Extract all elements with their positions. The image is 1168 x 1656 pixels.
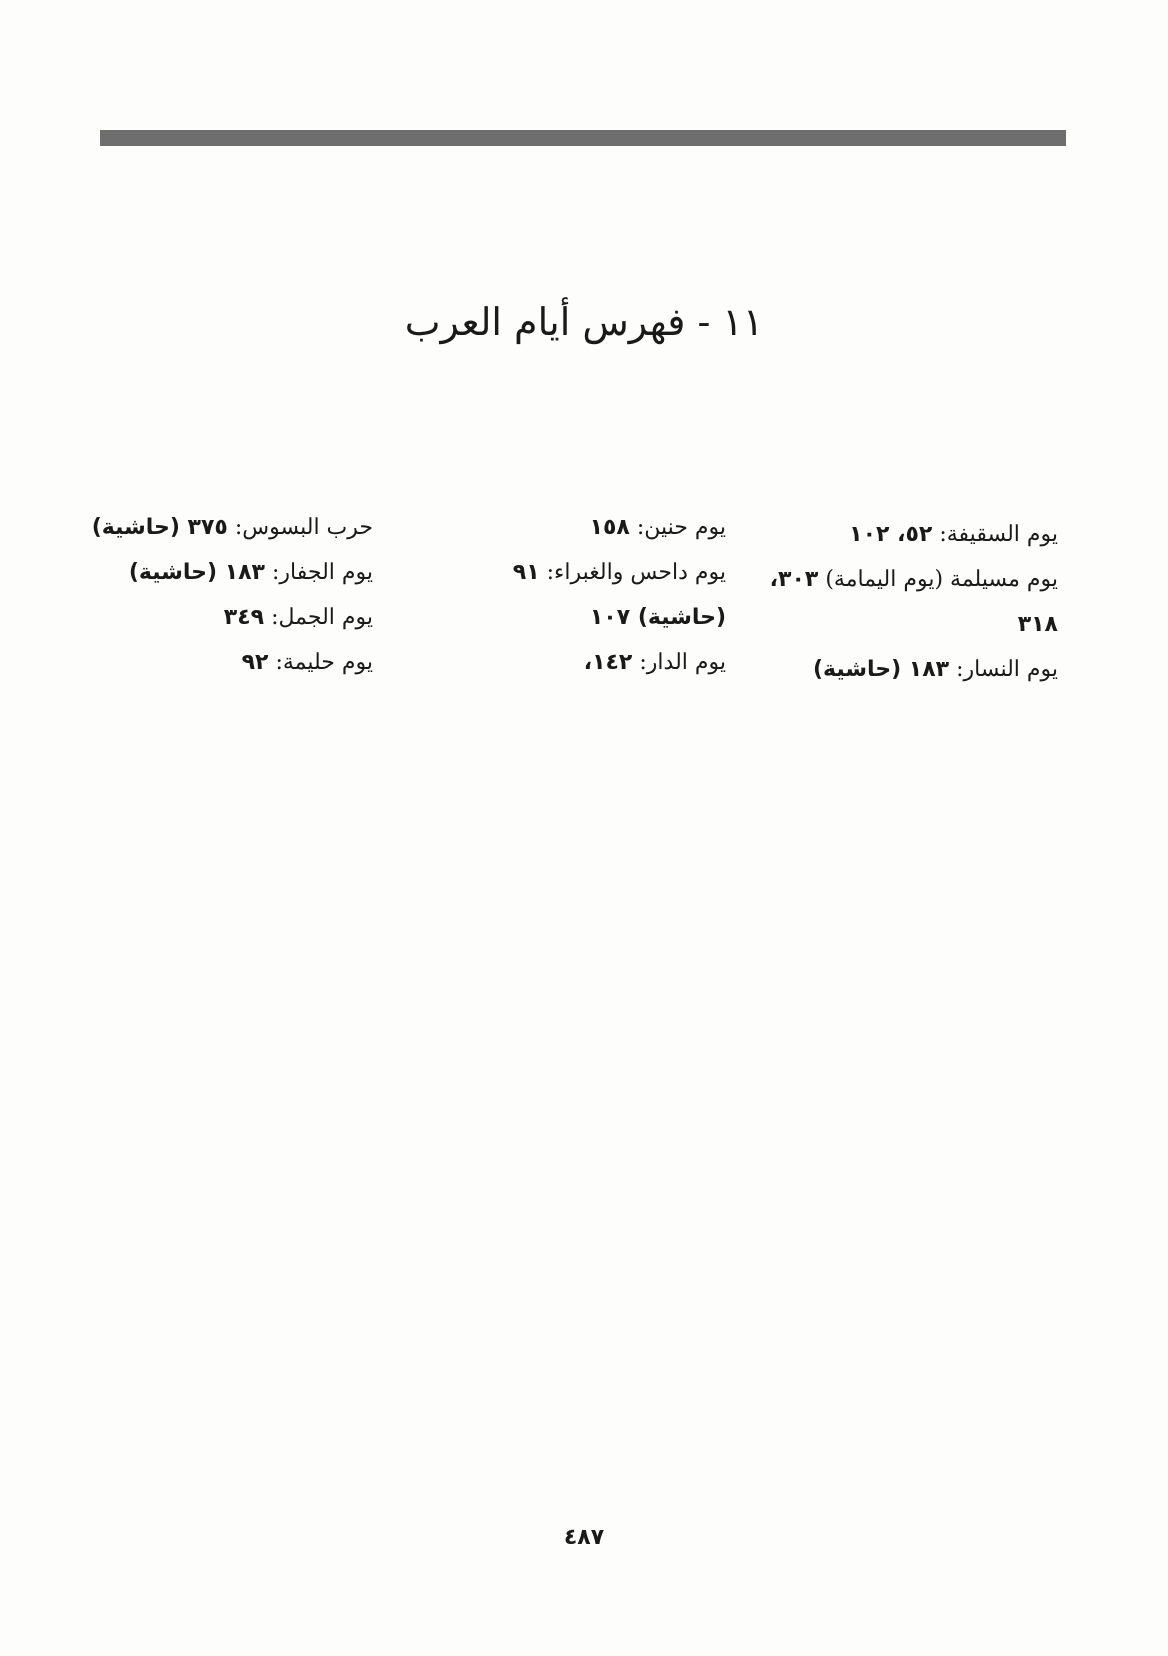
entry-ref: ٣١٨ (1017, 612, 1058, 637)
entry-ref: ٣٠٣، (769, 567, 819, 592)
index-entry (73, 505, 373, 550)
entry-ref: ٣٤٩ (223, 605, 265, 630)
index-entry (73, 595, 373, 640)
entry-term: يوم حنين: (636, 515, 726, 540)
section-number: ١١ (722, 300, 764, 344)
entry-ref: ٥٢، ١٠٢ (849, 522, 933, 547)
entry-ref: ١٨٣ (حاشية) (128, 560, 265, 585)
entry-term: يوم الجمل: (271, 605, 373, 630)
entry-term: يوم الدار: (639, 650, 726, 675)
index-column-left (768, 512, 1058, 692)
entry-term: يوم السقيفة: (939, 522, 1058, 547)
index-entry (768, 602, 1058, 647)
index-entry (768, 512, 1058, 557)
entry-term: يوم داحس والغبراء: (546, 560, 726, 585)
index-entry (486, 640, 726, 685)
entry-term: يوم النسار: (956, 657, 1058, 682)
entry-ref: ١٨٣ (حاشية) (812, 657, 950, 682)
index-entry (73, 640, 373, 685)
entry-term: حرب البسوس: (234, 515, 373, 540)
entry-ref: ١٥٨ (589, 515, 630, 540)
entry-ref: ١٤٢، (583, 650, 633, 675)
entry-ref: ٩١ (512, 560, 540, 585)
entry-ref: ٩٢ (241, 650, 269, 675)
entry-ref: (حاشية) ١٠٧ (589, 605, 726, 630)
entry-ref: ٣٧٥ (حاشية) (91, 515, 228, 540)
index-entry (768, 647, 1058, 692)
page-number: ٤٨٧ (563, 1525, 605, 1550)
entry-term: يوم مسيلمة (يوم اليمامة) (825, 567, 1058, 592)
index-entry (768, 557, 1058, 602)
entry-term: يوم حليمة: (275, 650, 373, 675)
index-entry (73, 550, 373, 595)
index-entry (486, 505, 726, 550)
index-entry (486, 550, 726, 595)
index-column-right (73, 505, 373, 685)
entry-term: يوم الجفار: (272, 560, 373, 585)
section-title: فهرس أيام العرب (404, 300, 686, 344)
index-entry (486, 595, 726, 640)
index-column-middle (486, 505, 726, 685)
section-heading (0, 300, 1168, 344)
header-rule (100, 130, 1066, 146)
heading-dash: - (697, 300, 711, 344)
